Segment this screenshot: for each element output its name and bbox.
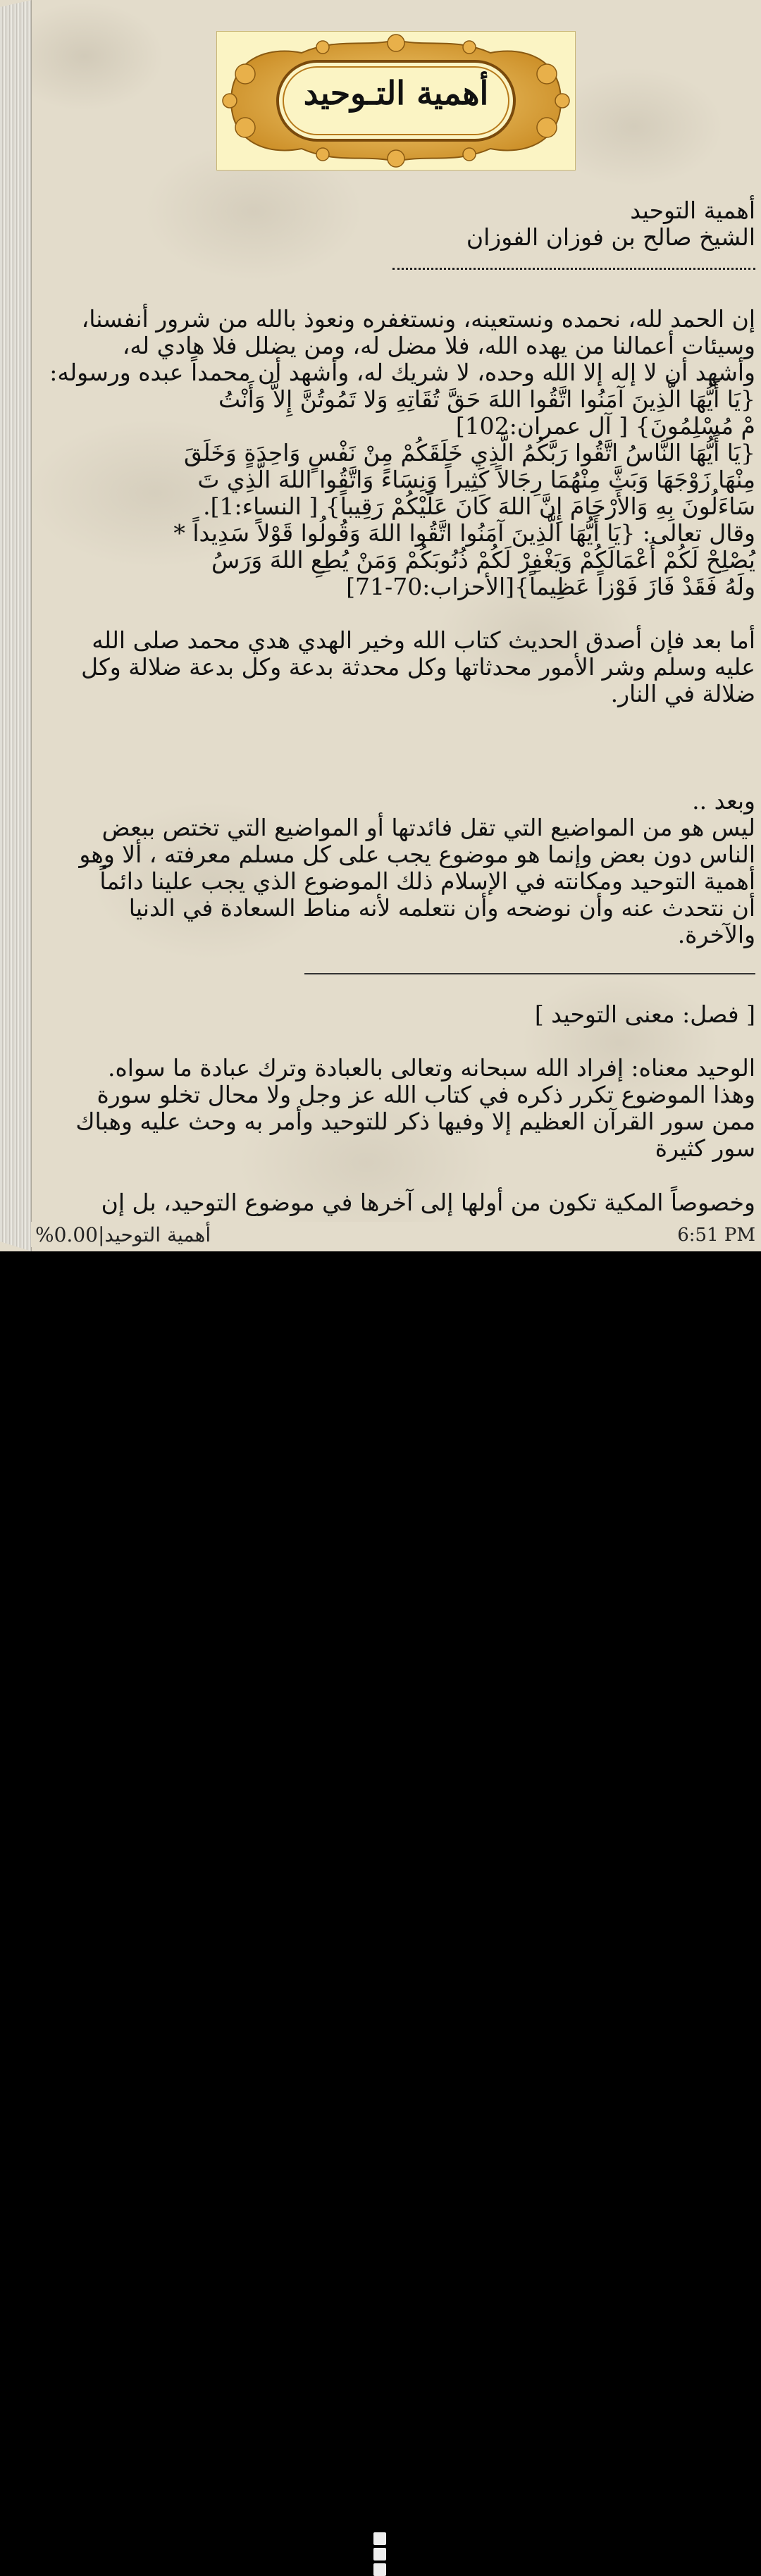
reading-progress: %0.00 (35, 1223, 98, 1246)
paragraph-amma-baad (37, 627, 755, 707)
status-separator: | (97, 1223, 105, 1246)
text-line: {يَا أَيُّهَا الَّذِينَ آمَنُوا اتَّقُوا اللهَ حَقَّ تُقَاتِهِ وَلا تَمُوتُنَّ إِلاَّ وَأَنْتُ (218, 385, 755, 413)
text-line: ضلالة في النار. (610, 680, 755, 707)
paragraph-tawhid-meaning (37, 1055, 755, 1162)
overflow-menu-icon[interactable] (373, 2532, 388, 2576)
section-heading: [ فصل: معنى التوحيد ] (534, 1001, 755, 1028)
book-page[interactable] (0, 0, 761, 1251)
text-line: وقال تعالى: {يَا أَيُّهَا الَّذِينَ آمَنُوا اتَّقُوا اللهَ وَقُولُوا قَوْلاً سَدِيداً * (173, 519, 755, 547)
text-line: وخصوصاً المكية تكون من أولها إلى آخرها في موضوع التوحيد، بل إن (101, 1189, 755, 1216)
page-stack-edge (0, 0, 32, 1251)
section-divider (304, 973, 755, 974)
status-book-title: أهمية التوحيد (104, 1223, 211, 1246)
text-line: ولَهُ فَقَدْ فَازَ فَوْزاً عَظِيماً}[الأحزاب:70-71] (346, 573, 755, 600)
text-line: وسيئات أعمالنا من يهده الله، فلا مضل له، ومن يضلل فلا هادي له، (122, 332, 755, 359)
text-line: أهمية التوحيد ومكانته في الإسلام ذلك الموضوع الذي يجب علينا دائماً (99, 867, 755, 895)
text-line: الوحيد معناه: إفراد الله سبحانه وتعالى بالعبادة وترك عبادة ما سواه. (107, 1054, 755, 1082)
text-line: عليه وسلم وشر الأمور محدثاتها وكل محدثة بدعة وكل بدعة ضلالة وكل (81, 653, 755, 681)
reader-status-bar (31, 1222, 755, 1247)
text-line: سَاءَلُونَ بِهِ وَالأَرْحَامَ إِنَّ اللهَ كَانَ عَلَيْكُمْ رَقِيباً} [ النساء:1]. (203, 493, 755, 520)
text-line: والآخرة. (677, 921, 755, 948)
page-content (31, 0, 755, 1251)
title-banner-image (216, 31, 576, 171)
paragraph-intro (37, 306, 755, 600)
text-line: مِنْهَا زَوْجَهَا وَبَثَّ مِنْهُمَا رِجَالاً كَثِيراً وَنِسَاءً وَاتَّقُوا اللهَ الَّذِي تَ (197, 466, 755, 493)
text-line: ممن سور القرآن العظيم إلا وفيها ذكر للتوحيد وأمر به وحث عليه وهباك (75, 1108, 755, 1135)
text-line: أن نتحدث عنه وأن نوضحه وأن نتعلمه لأنه مناط السعادة في الدنيا (128, 894, 755, 922)
text-line: سور كثيرة (655, 1134, 755, 1162)
paragraph-makki (37, 1189, 755, 1216)
book-title: أهمية التوحيد (630, 197, 755, 224)
clock: 6:51 PM (677, 1225, 755, 1246)
text-line: أما بعد فإن أصدق الحديث كتاب الله وخير الهدي هدي محمد صلى الله (92, 626, 755, 654)
dotted-divider (392, 268, 755, 270)
banner-title: أهمية التـوحيد (303, 74, 489, 112)
text-line: وبعد .. (692, 787, 755, 815)
navigation-bar (0, 1251, 761, 1353)
text-line: مْ مُسْلِمُونَ} [ آل عمران:102] (455, 412, 755, 440)
text-line: وهذا الموضوع تكرر ذكره في كتاب الله عز وجل ولا محال تخلو سورة (97, 1081, 755, 1108)
paragraph-wa-baad (37, 788, 755, 948)
text-line: ليس هو من المواضيع التي تقل فائدتها أو المواضيع التي تختص ببعض (101, 814, 755, 841)
text-line: {يَا أَيُّهَا النَّاسُ اتَّقُوا رَبَّكُمُ الَّذِي خَلَقَكُمْ مِنْ نَفْسٍ وَاحِدَةٍ وَخَلَقَ (183, 439, 755, 466)
text-line: إن الحمد لله، نحمده ونستعينه، ونستغفره ونعوذ بالله من شرور أنفسنا، (81, 305, 755, 333)
text-line: وأشهد أن لا إله إلا الله وحده، لا شريك له، وأشهد أن محمداً عبده ورسوله: (49, 359, 755, 386)
text-line: الناس دون بعض وإنما هو موضوع يجب على كل مسلم معرفته ، ألا وهو (79, 841, 755, 868)
book-header (37, 197, 755, 251)
book-author: الشيخ صالح بن فوزان الفوزان (466, 223, 755, 251)
text-line: يُصْلِحْ لَكُمْ أَعْمَالَكُمْ وَيَغْفِرْ لَكُمْ ذُنُوبَكُمْ وَمَنْ يُطِعِ اللهَ وَرَسُ (211, 546, 755, 574)
